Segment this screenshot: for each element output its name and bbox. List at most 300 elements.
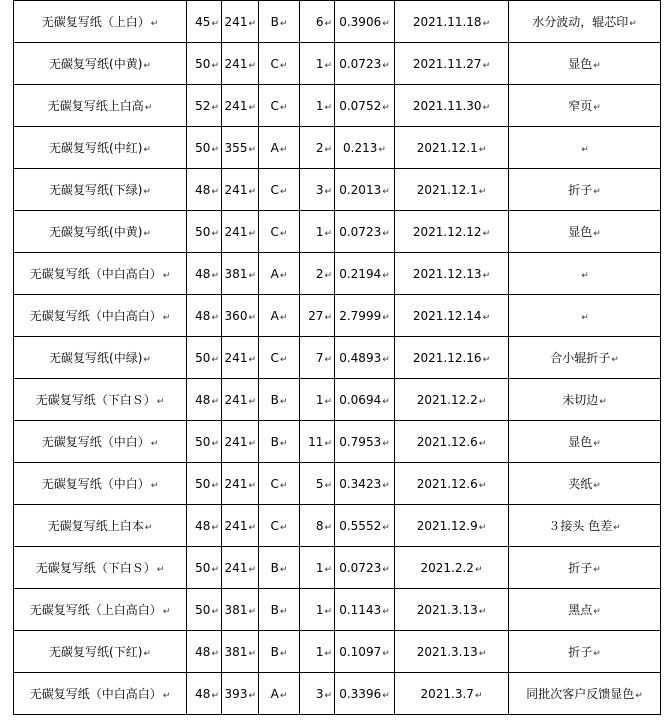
cell-product-name <box>14 295 187 337</box>
cell-amount-text: 0.0694 <box>339 392 382 407</box>
paragraph-mark-icon: ↵ <box>478 396 487 407</box>
paragraph-mark-icon: ↵ <box>324 186 332 197</box>
cell-date-text: 2021.3.7 <box>420 686 474 701</box>
cell-date <box>395 421 509 463</box>
paragraph-mark-icon: ↵ <box>211 438 219 449</box>
cell-count <box>300 295 335 337</box>
cell-date <box>395 253 509 295</box>
paragraph-mark-icon: ↵ <box>611 355 619 365</box>
cell-count <box>300 379 335 421</box>
paragraph-mark-icon: ↵ <box>162 313 171 323</box>
cell-date-text: 2021.12.12 <box>412 224 482 239</box>
cell-count-text: 2 <box>315 140 324 155</box>
cell-width-text: 241 <box>224 98 248 113</box>
cell-weight <box>187 85 222 127</box>
paragraph-mark-icon: ↵ <box>248 18 256 29</box>
paragraph-mark-icon: ↵ <box>279 312 288 323</box>
paragraph-mark-icon: ↵ <box>478 144 487 155</box>
cell-amount-text: 0.0723 <box>339 224 382 239</box>
paragraph-mark-icon: ↵ <box>324 228 332 239</box>
cell-date <box>395 547 509 589</box>
cell-issue <box>509 463 661 505</box>
paragraph-mark-icon: ↵ <box>279 18 288 29</box>
cell-count-text: 1 <box>315 602 324 617</box>
cell-grade <box>259 253 300 295</box>
cell-date-text: 2021.3.13 <box>416 602 478 617</box>
cell-weight-text: 50 <box>195 476 211 491</box>
paragraph-mark-icon: ↵ <box>478 522 487 533</box>
paragraph-mark-icon: ↵ <box>150 439 159 449</box>
cell-date-text: 2021.12.6 <box>416 434 478 449</box>
cell-product-name <box>14 85 187 127</box>
cell-issue <box>509 337 661 379</box>
table-row <box>14 295 661 337</box>
paragraph-mark-icon: ↵ <box>279 690 288 701</box>
cell-issue <box>509 1 661 43</box>
cell-weight-text: 48 <box>195 182 211 197</box>
cell-grade-text: C <box>270 56 279 71</box>
paragraph-mark-icon: ↵ <box>478 606 487 617</box>
paragraph-mark-icon: ↵ <box>613 523 621 533</box>
cell-product-name-text: 无碳复写纸(中黄) <box>49 57 143 71</box>
cell-date <box>395 379 509 421</box>
paragraph-mark-icon: ↵ <box>279 396 288 407</box>
cell-product-name-text: 无碳复写纸（中白高白） <box>29 267 162 281</box>
cell-amount-text: 0.213 <box>343 140 378 155</box>
cell-weight <box>187 253 222 295</box>
cell-grade-text: A <box>270 308 279 323</box>
cell-weight-text: 48 <box>195 308 211 323</box>
cell-issue <box>509 589 661 631</box>
paragraph-mark-icon: ↵ <box>248 60 256 71</box>
cell-count <box>300 169 335 211</box>
cell-weight <box>187 1 222 43</box>
paragraph-mark-icon: ↵ <box>162 607 171 617</box>
cell-width-text: 241 <box>224 224 248 239</box>
cell-date-text: 2021.12.6 <box>416 476 478 491</box>
cell-product-name <box>14 379 187 421</box>
cell-count-text: 3 <box>315 686 324 701</box>
cell-product-name-text: 无碳复写纸(中黄) <box>49 225 143 239</box>
paragraph-mark-icon: ↵ <box>482 312 491 323</box>
cell-amount <box>335 379 395 421</box>
cell-width <box>222 43 259 85</box>
cell-issue-text: 显色 <box>568 57 593 71</box>
paragraph-mark-icon: ↵ <box>324 480 332 491</box>
paragraph-mark-icon: ↵ <box>593 103 601 113</box>
cell-grade-text: B <box>270 434 279 449</box>
cell-width-text: 241 <box>224 182 248 197</box>
paragraph-mark-icon: ↵ <box>382 564 390 575</box>
cell-count-text: 27 <box>308 308 324 323</box>
cell-date <box>395 589 509 631</box>
cell-grade <box>259 421 300 463</box>
paragraph-mark-icon: ↵ <box>382 396 390 407</box>
cell-grade <box>259 127 300 169</box>
paragraph-mark-icon: ↵ <box>635 691 643 701</box>
cell-date-text: 2021.2.2 <box>420 560 474 575</box>
cell-issue <box>509 169 661 211</box>
paragraph-mark-icon: ↵ <box>279 564 288 575</box>
cell-grade <box>259 505 300 547</box>
cell-weight-text: 50 <box>195 434 211 449</box>
table-row <box>14 127 661 169</box>
cell-issue-text: 黑点 <box>568 603 593 617</box>
cell-count-text: 8 <box>315 518 324 533</box>
cell-count-text: 6 <box>315 14 324 29</box>
cell-issue <box>509 379 661 421</box>
paragraph-mark-icon: ↵ <box>248 144 256 155</box>
paragraph-mark-icon: ↵ <box>248 186 256 197</box>
paragraph-mark-icon: ↵ <box>150 481 159 491</box>
cell-width <box>222 85 259 127</box>
cell-weight <box>187 295 222 337</box>
cell-product-name-text: 无碳复写纸（下白Ｓ） <box>35 561 156 575</box>
paragraph-mark-icon: ↵ <box>279 606 288 617</box>
table-row <box>14 211 661 253</box>
cell-width-text: 241 <box>224 14 248 29</box>
paragraph-mark-icon: ↵ <box>593 187 601 197</box>
cell-count <box>300 505 335 547</box>
cell-width <box>222 589 259 631</box>
cell-weight-text: 45 <box>195 14 211 29</box>
cell-issue-text: 显色 <box>568 225 593 239</box>
paragraph-mark-icon: ↵ <box>248 228 256 239</box>
cell-issue-text: 显色 <box>568 435 593 449</box>
cell-amount-text: 0.5552 <box>339 518 382 533</box>
paragraph-mark-icon: ↵ <box>211 396 219 407</box>
paragraph-mark-icon: ↵ <box>211 18 219 29</box>
cell-width <box>222 127 259 169</box>
cell-issue <box>509 421 661 463</box>
cell-width <box>222 211 259 253</box>
paragraph-mark-icon: ↵ <box>324 354 332 365</box>
paragraph-mark-icon: ↵ <box>382 312 390 323</box>
paragraph-mark-icon: ↵ <box>324 564 332 575</box>
cell-product-name <box>14 43 187 85</box>
cell-issue-text: 折子 <box>568 183 593 197</box>
paragraph-mark-icon: ↵ <box>248 102 256 113</box>
cell-weight <box>187 673 222 715</box>
paragraph-mark-icon: ↵ <box>382 648 390 659</box>
cell-grade <box>259 169 300 211</box>
defect-table <box>13 0 661 715</box>
paragraph-mark-icon: ↵ <box>156 565 165 575</box>
cell-issue <box>509 127 661 169</box>
cell-width-text: 241 <box>224 350 248 365</box>
cell-amount <box>335 631 395 673</box>
cell-width-text: 393 <box>224 686 248 701</box>
cell-amount-text: 0.2013 <box>339 182 382 197</box>
cell-date <box>395 295 509 337</box>
paragraph-mark-icon: ↵ <box>482 354 491 365</box>
cell-count-text: 2 <box>315 266 324 281</box>
cell-amount-text: 0.3423 <box>339 476 382 491</box>
table-row <box>14 547 661 589</box>
cell-amount <box>335 211 395 253</box>
paragraph-mark-icon: ↵ <box>143 229 151 239</box>
cell-width <box>222 631 259 673</box>
cell-product-name-text: 无碳复写纸(中绿) <box>49 351 143 365</box>
cell-issue <box>509 673 661 715</box>
paragraph-mark-icon: ↵ <box>593 649 601 659</box>
cell-product-name <box>14 337 187 379</box>
paragraph-mark-icon: ↵ <box>482 102 491 113</box>
cell-grade <box>259 589 300 631</box>
cell-weight-text: 50 <box>195 350 211 365</box>
cell-grade-text: B <box>270 14 279 29</box>
cell-grade-text: C <box>270 98 279 113</box>
paragraph-mark-icon: ↵ <box>162 271 171 281</box>
cell-weight <box>187 169 222 211</box>
cell-issue <box>509 547 661 589</box>
cell-date-text: 2021.11.18 <box>412 14 482 29</box>
cell-product-name-text: 无碳复写纸(中红) <box>49 141 143 155</box>
cell-product-name <box>14 631 187 673</box>
paragraph-mark-icon: ↵ <box>593 61 601 71</box>
cell-count <box>300 211 335 253</box>
cell-count <box>300 43 335 85</box>
paragraph-mark-icon: ↵ <box>248 690 256 701</box>
paragraph-mark-icon: ↵ <box>211 228 219 239</box>
cell-product-name-text: 无碳复写纸（中白） <box>41 477 150 491</box>
paragraph-mark-icon: ↵ <box>211 354 219 365</box>
paragraph-mark-icon: ↵ <box>324 144 332 155</box>
paragraph-mark-icon: ↵ <box>581 144 589 155</box>
paragraph-mark-icon: ↵ <box>482 228 491 239</box>
cell-width <box>222 295 259 337</box>
paragraph-mark-icon: ↵ <box>211 186 219 197</box>
paragraph-mark-icon: ↵ <box>593 565 601 575</box>
cell-amount-text: 0.3906 <box>339 14 382 29</box>
cell-amount <box>335 43 395 85</box>
cell-date-text: 2021.11.27 <box>412 56 482 71</box>
paragraph-mark-icon: ↵ <box>248 396 256 407</box>
paragraph-mark-icon: ↵ <box>382 60 390 71</box>
cell-count <box>300 253 335 295</box>
cell-width <box>222 253 259 295</box>
cell-count-text: 11 <box>308 434 324 449</box>
cell-product-name <box>14 673 187 715</box>
paragraph-mark-icon: ↵ <box>593 439 601 449</box>
paragraph-mark-icon: ↵ <box>279 522 288 533</box>
cell-product-name <box>14 253 187 295</box>
paragraph-mark-icon: ↵ <box>581 270 589 281</box>
cell-issue-text: 折子 <box>568 645 593 659</box>
cell-width <box>222 421 259 463</box>
cell-product-name <box>14 421 187 463</box>
cell-amount-text: 0.0752 <box>339 98 382 113</box>
cell-count <box>300 85 335 127</box>
cell-width-text: 241 <box>224 392 248 407</box>
paragraph-mark-icon: ↵ <box>324 690 332 701</box>
cell-product-name-text: 无碳复写纸上白本 <box>47 519 144 533</box>
paragraph-mark-icon: ↵ <box>248 270 256 281</box>
cell-product-name <box>14 211 187 253</box>
cell-count <box>300 463 335 505</box>
paragraph-mark-icon: ↵ <box>324 270 332 281</box>
cell-width-text: 381 <box>224 644 248 659</box>
cell-count-text: 1 <box>315 392 324 407</box>
table-row <box>14 379 661 421</box>
cell-date-text: 2021.12.2 <box>416 392 478 407</box>
cell-product-name-text: 无碳复写纸(下红) <box>49 645 143 659</box>
cell-issue <box>509 631 661 673</box>
paragraph-mark-icon: ↵ <box>324 438 332 449</box>
cell-date <box>395 673 509 715</box>
paragraph-mark-icon: ↵ <box>248 438 256 449</box>
cell-width-text: 241 <box>224 476 248 491</box>
cell-grade-text: B <box>270 560 279 575</box>
cell-weight-text: 48 <box>195 518 211 533</box>
cell-count <box>300 127 335 169</box>
cell-weight-text: 48 <box>195 392 211 407</box>
table-row <box>14 337 661 379</box>
paragraph-mark-icon: ↵ <box>382 18 390 29</box>
paragraph-mark-icon: ↵ <box>248 564 256 575</box>
paragraph-mark-icon: ↵ <box>382 228 390 239</box>
cell-date-text: 2021.12.13 <box>412 266 482 281</box>
cell-issue <box>509 43 661 85</box>
cell-date-text: 2021.12.14 <box>412 308 482 323</box>
cell-grade <box>259 295 300 337</box>
cell-product-name-text: 无碳复写纸（上白） <box>41 15 150 29</box>
cell-date <box>395 463 509 505</box>
cell-weight-text: 48 <box>195 644 211 659</box>
cell-amount <box>335 673 395 715</box>
cell-width-text: 241 <box>224 434 248 449</box>
cell-count-text: 7 <box>315 350 324 365</box>
paragraph-mark-icon: ↵ <box>581 312 589 323</box>
table-row <box>14 673 661 715</box>
cell-width <box>222 673 259 715</box>
paragraph-mark-icon: ↵ <box>482 18 491 29</box>
paragraph-mark-icon: ↵ <box>382 102 390 113</box>
cell-width <box>222 547 259 589</box>
cell-weight <box>187 589 222 631</box>
cell-amount-text: 0.0723 <box>339 560 382 575</box>
cell-width-text: 355 <box>224 140 248 155</box>
cell-grade-text: C <box>270 182 279 197</box>
cell-amount-text: 0.7953 <box>339 434 382 449</box>
paragraph-mark-icon: ↵ <box>279 648 288 659</box>
cell-width-text: 360 <box>224 308 248 323</box>
cell-weight-text: 50 <box>195 602 211 617</box>
cell-grade-text: C <box>270 224 279 239</box>
cell-count-text: 5 <box>315 476 324 491</box>
paragraph-mark-icon: ↵ <box>279 144 288 155</box>
cell-product-name <box>14 463 187 505</box>
table-row <box>14 421 661 463</box>
paragraph-mark-icon: ↵ <box>629 19 637 29</box>
cell-date-text: 2021.11.30 <box>412 98 482 113</box>
paragraph-mark-icon: ↵ <box>478 648 487 659</box>
cell-product-name <box>14 547 187 589</box>
cell-grade-text: C <box>270 476 279 491</box>
cell-date <box>395 85 509 127</box>
cell-issue-text: 折子 <box>568 561 593 575</box>
paragraph-mark-icon: ↵ <box>382 438 390 449</box>
paragraph-mark-icon: ↵ <box>382 270 390 281</box>
paragraph-mark-icon: ↵ <box>324 606 332 617</box>
cell-weight <box>187 631 222 673</box>
table-row <box>14 589 661 631</box>
cell-product-name-text: 无碳复写纸（中白高白） <box>29 687 162 701</box>
cell-product-name <box>14 589 187 631</box>
cell-count <box>300 589 335 631</box>
paragraph-mark-icon: ↵ <box>599 397 607 407</box>
cell-weight <box>187 211 222 253</box>
cell-grade <box>259 43 300 85</box>
cell-amount <box>335 295 395 337</box>
cell-width-text: 241 <box>224 518 248 533</box>
cell-grade <box>259 211 300 253</box>
cell-grade-text: B <box>270 644 279 659</box>
paragraph-mark-icon: ↵ <box>324 102 332 113</box>
table-row <box>14 85 661 127</box>
cell-width <box>222 463 259 505</box>
paragraph-mark-icon: ↵ <box>279 186 288 197</box>
cell-issue <box>509 211 661 253</box>
cell-amount <box>335 253 395 295</box>
cell-issue <box>509 295 661 337</box>
cell-grade-text: B <box>270 602 279 617</box>
cell-weight-text: 50 <box>195 560 211 575</box>
paragraph-mark-icon: ↵ <box>248 480 256 491</box>
cell-width <box>222 337 259 379</box>
paragraph-mark-icon: ↵ <box>279 270 288 281</box>
cell-count-text: 1 <box>315 224 324 239</box>
paragraph-mark-icon: ↵ <box>382 480 390 491</box>
table-row <box>14 253 661 295</box>
cell-date-text: 2021.12.1 <box>416 140 478 155</box>
paragraph-mark-icon: ↵ <box>211 564 219 575</box>
paragraph-mark-icon: ↵ <box>279 228 288 239</box>
cell-width <box>222 505 259 547</box>
cell-issue-text: 夹纸 <box>568 477 593 491</box>
cell-grade-text: A <box>270 686 279 701</box>
cell-amount-text: 0.4893 <box>339 350 382 365</box>
paragraph-mark-icon: ↵ <box>324 648 332 659</box>
paragraph-mark-icon: ↵ <box>248 606 256 617</box>
cell-amount-text: 0.3396 <box>339 686 382 701</box>
cell-issue <box>509 85 661 127</box>
cell-count <box>300 421 335 463</box>
paragraph-mark-icon: ↵ <box>474 690 483 701</box>
cell-issue-text: 窄页 <box>568 99 593 113</box>
cell-grade-text: C <box>270 518 279 533</box>
paragraph-mark-icon: ↵ <box>211 270 219 281</box>
cell-date-text: 2021.12.1 <box>416 182 478 197</box>
cell-issue-text: 合小辊折子 <box>550 351 611 365</box>
cell-width-text: 381 <box>224 602 248 617</box>
cell-product-name <box>14 505 187 547</box>
cell-grade <box>259 547 300 589</box>
cell-grade <box>259 463 300 505</box>
paragraph-mark-icon: ↵ <box>248 354 256 365</box>
cell-amount <box>335 421 395 463</box>
paragraph-mark-icon: ↵ <box>324 312 332 323</box>
cell-issue <box>509 505 661 547</box>
paragraph-mark-icon: ↵ <box>211 144 219 155</box>
cell-amount-text: 0.1143 <box>339 602 382 617</box>
cell-date-text: 2021.12.16 <box>412 350 482 365</box>
cell-date <box>395 211 509 253</box>
cell-count-text: 1 <box>315 56 324 71</box>
cell-date-text: 2021.12.9 <box>416 518 478 533</box>
paragraph-mark-icon: ↵ <box>211 312 219 323</box>
paragraph-mark-icon: ↵ <box>144 103 153 113</box>
